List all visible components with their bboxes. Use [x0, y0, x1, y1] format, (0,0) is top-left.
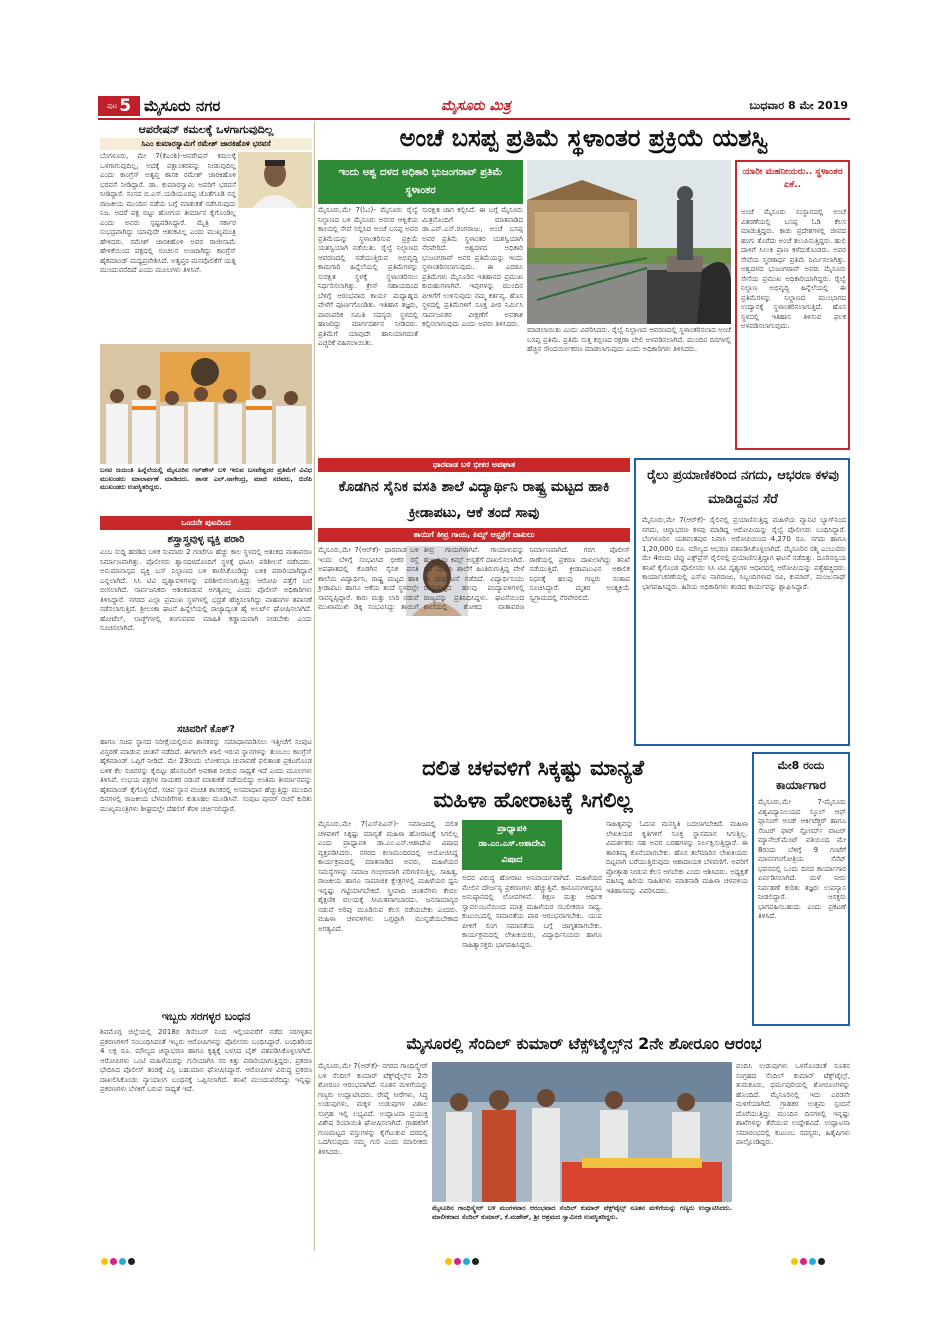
dharwad-kicker: ಧಾರವಾಡ ಬಳಿ ಭೀಕರ ಅಪಘಾತ	[318, 458, 630, 472]
sendil-headline: ಮೈಸೂರಲ್ಲಿ ಸೆಂದಿಲ್ ಕುಮಾರ್ ಟೆಕ್ಸ್‌ಟೈಲ್ಸ್‌ನ 2ನೇ ಶೋರೂಂ ಆರಂಭ	[406, 1034, 762, 1053]
anche-body-mid: ಸುರಕ್ಷಿತ ಜಾಗ ಕಲ್ಪಿಸಿದೆ. ಈ ಬಗ್ಗೆ ಮೈಸೂರು ಮಿತ್ರನೊಂದಿಗೆ ಮಾತನಾಡಿದ ಡಾ.ಎನ್.ಎಸ್.ರಂಗರಾಜು, ಅಂಚೆ ಬಸಪ್ಪ ಅವರ ಪ್ರತಿಮೆ ಸ್ಥಳಾಂತರ ಯಶಸ್ವಿಯಾಗಿ ನೆರವೇರಿದೆ. ಅಶ್ವದಳದ ಅಧಿಕಾರಿ ಭುಜಂಗರಾವ್ ಅವರ ಪ್ರತಿಮೆಯನ್ನು ಇಂದು ಸ್ಥಳಾಂತರಿಸಲಾಗುವುದು. ಈ ಎರಡೂ ಪ್ರತಿಮೆಗಳು ಮೈಸೂರಿನ ಇತಿಹಾಸದ ಪ್ರಮುಖ ಕುರುಹುಗಳಾಗಿವೆ. ಇವುಗಳನ್ನು ಮುಂದಿನ ಪೀಳಿಗೆಗೆ ಉಳಿಸುವುದು ನಮ್ಮ ಕರ್ತವ್ಯ. ಹೊಸ ಸ್ಥಳದಲ್ಲಿ ಪ್ರತಿಮೆಗಳಿಗೆ ಸೂಕ್ತ ಪೀಠ ನಿರ್ಮಿಸಿ ಸಾರ್ವಜನಿಕರ ವೀಕ್ಷಣೆಗೆ ಅವಕಾಶ ಕಲ್ಪಿಸಲಾಗುವುದು ಎಂದು ಅವರು ತಿಳಿಸಿದರು.	[422, 206, 523, 328]
karyagara-box	[752, 752, 850, 1026]
railu-body: ಮೈಸೂರು,ಮೇ 7(ಆರ್‌ಕೆ)- ರೈಲಿನಲ್ಲಿ ಪ್ರಯಾಣಿಸುತ್ತಿದ್ದ ಮಹಿಳೆಯ ವ್ಯಾನಿಟಿ ಬ್ಯಾಗ್‌ನಿಂದ ನಗದು, ಚಿನ್ನಾಭರಣ ಕಳವು ಮಾಡಿದ್ದ ಆರೋಪಿಯನ್ನು ರೈಲ್ವೆ ಪೊಲೀಸರು ಬಂಧಿಸಿದ್ದಾರೆ. ಬೆಂಗಳೂರಿನ ಯಶವಂತಪುರ ನಿವಾಸಿ ಆರೋಪಿಯಿಂದ 4,270 ರೂ. ನಗದು ಹಾಗೂ 1,20,000 ರೂ. ಮೌಲ್ಯದ ಆಭರಣ ವಶಪಡಿಸಿಕೊಳ್ಳಲಾಗಿದೆ. ಮೈಸೂರಿನ ರಶ್ಮಿ ಎಂಬುವರು ಮೇ 4ರಂದು ಟಿಪ್ಪು ಎಕ್ಸ್‌ಪ್ರೆಸ್ ರೈಲಿನಲ್ಲಿ ಪ್ರಯಾಣಿಸುತ್ತಿದ್ದಾಗ ಘಟನೆ ನಡೆದಿತ್ತು. ದೂರಿನನ್ವಯ ತನಿಖೆ ಕೈಗೊಂಡ ಪೊಲೀಸರು ಸಿಸಿ ಟಿವಿ ದೃಶ್ಯಗಳ ಆಧಾರದಲ್ಲಿ ಆರೋಪಿಯನ್ನು ಪತ್ತೆಹಚ್ಚಿದರು. ಕಾರ್ಯಾಚರಣೆಯಲ್ಲಿ ಎಸ್‌ಐ ನಾಗರಾಜು, ಸಿಬ್ಬಂದಿಗಳಾದ ರವಿ, ಕುಮಾರ್, ಮಂಜುನಾಥ್ ಭಾಗವಹಿಸಿದ್ದರು. ಹಿರಿಯ ಅಧಿಕಾರಿಗಳು ತಂಡದ ಕಾರ್ಯವನ್ನು ಶ್ಲಾಘಿಸಿದ್ದಾರೆ.	[642, 516, 846, 591]
dharwad-headline: ಕೊಡಗಿನ ಸೈನಿಕ ವಸತಿ ಶಾಲೆ ವಿದ್ಯಾರ್ಥಿನಿ ರಾಷ್ಟ್ರ ಮಟ್ಟದ ಹಾಕಿ ಕ್ರೀಡಾಪಟು, ಆಕೆ ತಂದೆ ಸಾವು	[338, 479, 610, 521]
anche-kicker-box	[318, 160, 523, 204]
registration-dot-magenta	[454, 1258, 461, 1265]
date-line: ಬುಧವಾರ 8 ಮೇ 2019	[749, 99, 848, 112]
continued-label: ಒಂದನೇ ಪುಟದಿಂದ	[100, 516, 312, 530]
operation-body-cont	[100, 212, 312, 340]
basava-jayanti-photo	[100, 344, 312, 464]
dharwad-body: ಮೈಸೂರು,ಮೇ 7(ಆರ್‌ಕೆ)- ಧಾರವಾಡ ಬಳಿ ಇಂದು ಬೆಳಿಗ್ಗೆ ಸಂಭವಿಸಿದ ಭೀಕರ ರಸ್ತೆ ಅಪಘಾತದಲ್ಲಿ ಕೊಡಗಿನ ಸೈನಿಕ ವಸತಿ ಶಾಲೆಯ ವಿದ್ಯಾರ್ಥಿನಿ, ರಾಷ್ಟ್ರ ಮಟ್ಟದ ಹಾಕಿ ಕ್ರೀಡಾಪಟು ಹಾಗೂ ಆಕೆಯ ತಂದೆ ಸ್ಥಳದಲ್ಲೇ ಸಾವನ್ನಪ್ಪಿದ್ದಾರೆ. ಕಾರು ಮತ್ತು ಲಾರಿ ನಡುವೆ ಮುಖಾಮುಖಿ ಡಿಕ್ಕಿ ಸಂಭವಿಸಿದ್ದು ತಾಯಿಗೆ ತೀವ್ರ ಗಾಯಗಳಾಗಿವೆ. ಗಾಯಾಳುವನ್ನು ಹುಬ್ಬಳ್ಳಿಯ ಕಿಮ್ಸ್ ಆಸ್ಪತ್ರೆಗೆ ದಾಖಲಿಸಲಾಗಿದೆ. ರಜೆ ಮುಗಿಸಿ ಶಾಲೆಗೆ ಹಿಂತಿರುಗುತ್ತಿದ್ದ ವೇಳೆ ಈ ದುರ್ಘಟನೆ ನಡೆದಿದೆ. ವಿದ್ಯಾರ್ಥಿನಿಯು ರಾಷ್ಟ್ರಮಟ್ಟದ ಹಲವು ಪಂದ್ಯಾವಳಿಗಳಲ್ಲಿ ರಾಜ್ಯವನ್ನು ಪ್ರತಿನಿಧಿಸಿದ್ದಳು. ಘಟನೆಯಿಂದ ಶಾಲೆಯಲ್ಲಿ ಶೋಕದ ವಾತಾವರಣ ನಿರ್ಮಾಣವಾಗಿದೆ. ಗರಗ ಪೊಲೀಸ್ ಠಾಣೆಯಲ್ಲಿ ಪ್ರಕರಣ ದಾಖಲಾಗಿದ್ದು ತನಿಖೆ ನಡೆಯುತ್ತಿದೆ. ಕ್ರೀಡಾಪಟುವಿನ ಅಕಾಲಿಕ ನಿಧನಕ್ಕೆ ಹಲವು ಗಣ್ಯರು ಸಂತಾಪ ಸೂಚಿಸಿದ್ದಾರೆ. ಮೃತರ ಅಂತ್ಯಕ್ರಿಯೆ ಸ್ವಗ್ರಾಮದಲ್ಲಿ ನೆರವೇರಲಿದೆ.	[318, 546, 630, 611]
registration-dot-black	[818, 1258, 825, 1265]
karyagara-body: ಮೈಸೂರು,ಮೇ 7-ಮೈಸೂರು ವಿಶ್ವವಿದ್ಯಾನಿಲಯದ ಸ್ಕೂಲ್ ಆಫ್ ಪ್ಲಾನಿಂಗ್ ಅಂಡ್ ಆರ್ಕಿಟೆಕ್ಚರ್ ಹಾಗೂ ಸೆಂಟರ್ ಫಾರ್ ಸ್ಟೋರ್ಮ್ ವಾಟರ್ ಮ್ಯಾನೇಜ್‌ಮೆಂಟ್ ವತಿಯಿಂದ ಮೇ 8ರಂದು ಬೆಳಿಗ್ಗೆ 9 ಗಂಟೆಗೆ ಮಾನಸಗಂಗೋತ್ರಿಯ ಸೆನೆಟ್ ಭವನದಲ್ಲಿ ಒಂದು ದಿನದ ಕಾರ್ಯಾಗಾರ ಏರ್ಪಡಿಸಲಾಗಿದೆ. ಮಳೆ ನೀರು ನಿರ್ವಹಣೆ ಕುರಿತು ತಜ್ಞರು ಉಪನ್ಯಾಸ ನೀಡಲಿದ್ದಾರೆ. ಆಸಕ್ತರು ಭಾಗವಹಿಸಬಹುದು ಎಂದು ಪ್ರಕಟಣೆ ತಿಳಿಸಿದೆ.	[758, 798, 846, 920]
page-number-badge	[98, 96, 140, 116]
dalita-headline-2: ಮಹಿಳಾ ಹೋರಾಟಕ್ಕೆ ಸಿಗಲಿಲ್ಲ	[433, 788, 633, 812]
sachivarige-body: ಹಾಗೂ ಸಚಿವ ಸ್ಥಾನದ ನಿರೀಕ್ಷೆಯಲ್ಲಿರುವ ಶಾಸಕರನ್ನು ಸಮಾಧಾನಪಡಿಸಲು ಇತ್ತೀಚೆಗೆ ಸಂಪುಟ ವಿಸ್ತರಣೆ ಮಾಡುವ ಚಿಂತನೆ ನಡೆದಿದೆ. ಈಗಾಗಲೇ ಖಾಲಿ ಇರುವ ಸ್ಥಾನಗಳನ್ನು ತುಂಬಲು ಕಾಂಗ್ರೆಸ್ ಹೈಕಮಾಂಡ್ ಒಪ್ಪಿಗೆ ನೀಡಿದೆ. ಮೇ 23ರಂದು ಲೋಕಸಭಾ ಚುನಾವಣೆ ಫಲಿತಾಂಶ ಪ್ರಕಟಗೊಂಡ ಬಳಿಕ ಕೆಲ ಸಚಿವರನ್ನು ಕೈಬಿಟ್ಟು ಹೊಸಬರಿಗೆ ಅವಕಾಶ ನೀಡುವ ಸಾಧ್ಯತೆ ಇದೆ ಎಂದು ಮೂಲಗಳು ತಿಳಿಸಿವೆ. ಉಭಯ ಪಕ್ಷಗಳ ನಾಯಕರ ನಡುವೆ ಮಾತುಕತೆ ನಡೆಯಲಿದ್ದು ಅಂತಿಮ ತೀರ್ಮಾನವನ್ನು ಹೈಕಮಾಂಡ್ ಕೈಗೊಳ್ಳಲಿದೆ. ಸಚಿವ ಸ್ಥಾನ ವಂಚಿತ ಶಾಸಕರಲ್ಲಿ ಅಸಮಾಧಾನ ಹೆಚ್ಚುತ್ತಿದ್ದು ಮುಂದಿನ ದಿನಗಳಲ್ಲಿ ರಾಜಕೀಯ ಬೆಳವಣಿಗೆಗಳು ಕುತೂಹಲ ಮೂಡಿಸಿವೆ. ಸಂಪುಟ ಪುನರ್ ರಚನೆ ಕುರಿತು ಮುಖ್ಯಮಂತ್ರಿಗಳು ಶೀಘ್ರದಲ್ಲೇ ದೆಹಲಿಗೆ ತೆರಳಿ ಚರ್ಚಿಸಲಿದ್ದಾರೆ.	[100, 738, 312, 813]
column-divider	[314, 121, 315, 1251]
railu-headline: ರೈಲು ಪ್ರಯಾಣಿಕರಿಂದ ನಗದು, ಆಭರಣ ಕಳವು ಮಾಡಿದ್ದವನ ಸೆರೆ	[647, 468, 839, 507]
byline-name: ಡಾ.ಎಂ.ಎಸ್.ಆಶಾದೇವಿ	[478, 839, 546, 849]
registration-dot-black	[472, 1258, 479, 1265]
operation-body: ಬೆಂಗಳೂರು, ಮೇ 7(ಕೆಎಂಶಿ)-ಆಪರೇಷನ್ ಕಮಲಕ್ಕೆ ಒಳಗಾಗುವುದಿಲ್ಲ, ಅದಕ್ಕೆ ಪಕ್ಷಾಂತರವನ್ನು ನೀಡುವುದಿಲ್ಲ ಎಂದು ಕಾಂಗ್ರೆಸ್ ಅತೃಪ್ತ ಶಾಸಕ ರಮೇಶ್ ಜಾರಕಿಹೊಳಿ ಭರವಸೆ ನೀಡಿದ್ದಾರೆ. ಡಾ. ಕುಮಾರಸ್ವಾಮಿ ಅವರಿಗೆ ಭರವಸೆ ನೀಡಿದ್ದಾರೆ. ಸಂಸದ ಬಿ.ಎಸ್.ಯಡಿಯೂರಪ್ಪ ಜೊತೆಗೂಡಿ ನನ್ನ ರಾಜಕೀಯ ಮುಂದಿನ ನಡೆಯ ಬಗ್ಗೆ ಮಾತುಕತೆ ನಡೆಸಿರುವುದು ನಿಜ. ಆದರೆ ಪಕ್ಷ ಬಿಟ್ಟು ಹೋಗುವ ತೀರ್ಮಾನ ಕೈಗೊಂಡಿಲ್ಲ ಎಂದು ಅವರು ಸ್ಪಷ್ಟಪಡಿಸಿದ್ದಾರೆ. ಮೈತ್ರಿ ಸರ್ಕಾರ ಸುಭದ್ರವಾಗಿದ್ದು ಯಾವುದೇ ಆತಂಕವಿಲ್ಲ ಎಂದು ಮುಖ್ಯಮಂತ್ರಿ ಹೇಳಿದರು. ರಮೇಶ್ ಜಾರಕಿಹೊಳಿ ಅವರ ರಾಜೀನಾಮೆ ಹೇಳಿಕೆಯಿಂದ ಪಕ್ಷದಲ್ಲಿ ಸಂಚಲನ ಉಂಟಾಗಿದ್ದು ಕಾಂಗ್ರೆಸ್ ಹೈಕಮಾಂಡ್ ಮಧ್ಯಪ್ರವೇಶಿಸಿದೆ. ಅತೃಪ್ತರ ಮನವೊಲಿಕೆಗೆ ಯತ್ನ ಮುಂದುವರೆದಿದೆ ಎಂದು ಮೂಲಗಳು ತಿಳಿಸಿವೆ.	[100, 152, 236, 274]
jarkiholi-photo	[238, 152, 312, 208]
registration-dot-yellow	[101, 1258, 108, 1265]
dalita-headline-1: ದಲಿತ ಚಳವಳಿಗೆ ಸಿಕ್ಕಷ್ಟು ಮಾನ್ಯತೆ	[422, 756, 644, 780]
registration-dot-magenta	[110, 1258, 117, 1265]
shastrastra-body: ಎಂಬ ಸುದ್ದಿ ಹರಡಿದ ಬಳಿಕ ಸುಮಾರು 2 ಗಂಟೆಗೂ ಹೆಚ್ಚು ಕಾಲ ಸ್ಥಳದಲ್ಲಿ ಆತಂಕದ ವಾತಾವರಣ ನಿರ್ಮಾಣವಾಗಿತ್ತು. ಪೊಲೀಸರು ಶ್ವಾನದಳದೊಂದಿಗೆ ಸ್ಥಳಕ್ಕೆ ಧಾವಿಸಿ ಪರಿಶೀಲನೆ ನಡೆಸಿದರು. ಅನುಮಾನಾಸ್ಪದ ವ್ಯಕ್ತಿ ಬಸ್ ನಿಲ್ದಾಣದ ಬಳಿ ಕಾಣಿಸಿಕೊಂಡಿದ್ದು ಬಳಿಕ ಪರಾರಿಯಾಗಿದ್ದಾನೆ ಎನ್ನಲಾಗಿದೆ. ಸಿಸಿ ಟಿವಿ ದೃಶ್ಯಾವಳಿಗಳನ್ನು ಪರಿಶೀಲಿಸಲಾಗುತ್ತಿದ್ದು ಆರೋಪಿ ಪತ್ತೆಗೆ ಬಲೆ ಬೀಸಲಾಗಿದೆ. ಸಾರ್ವಜನಿಕರು ಆತಂಕಪಡುವ ಅಗತ್ಯವಿಲ್ಲ ಎಂದು ಪೊಲೀಸ್ ಅಧಿಕಾರಿಗಳು ತಿಳಿಸಿದ್ದಾರೆ. ನಗರದ ಎಲ್ಲಾ ಪ್ರಮುಖ ಸ್ಥಳಗಳಲ್ಲಿ ಭದ್ರತೆ ಹೆಚ್ಚಿಸಲಾಗಿದ್ದು ವಾಹನಗಳ ತಪಾಸಣೆ ನಡೆಸಲಾಗುತ್ತಿದೆ. ಶ್ರೀಲಂಕಾ ಘಟನೆ ಹಿನ್ನೆಲೆಯಲ್ಲಿ ರಾಜ್ಯಾದ್ಯಂತ ಹೈ ಅಲರ್ಟ್ ಘೋಷಿಸಲಾಗಿದೆ. ಹೋಟೆಲ್, ಲಾಡ್ಜ್‌ಗಳಲ್ಲಿ ತಂಗುವವರ ಮಾಹಿತಿ ಕಡ್ಡಾಯವಾಗಿ ನೀಡಬೇಕು ಎಂದು ಸೂಚಿಸಲಾಗಿದೆ.	[100, 548, 312, 632]
yaarive-headline: ಯಾರೀ ಮಹನೀಯರು.. ಸ್ಥಳಾಂತರ ಏಕೆ..	[742, 167, 843, 190]
ibbaru-body: ಶಿವಮೊಗ್ಗ ಜಿಲ್ಲೆಯಲ್ಲಿ 2018ರ ಡಿಸೆಂಬರ್ ನಿಂದ ಇಲ್ಲಿಯವರೆಗೆ ನಡೆದ ಸರಗಳ್ಳತನ ಪ್ರಕರಣಗಳಿಗೆ ಸಂಬಂಧಿಸಿದಂತೆ ಇಬ್ಬರು ಆರೋಪಿಗಳನ್ನು ಪೊಲೀಸರು ಬಂಧಿಸಿದ್ದಾರೆ. ಬಂಧಿತರಿಂದ 4 ಲಕ್ಷ ರೂ. ಮೌಲ್ಯದ ಚಿನ್ನಾಭರಣ ಹಾಗೂ ಕೃತ್ಯಕ್ಕೆ ಬಳಸಿದ ಬೈಕ್ ವಶಪಡಿಸಿಕೊಳ್ಳಲಾಗಿದೆ. ಆರೋಪಿಗಳು ಒಂಟಿ ಮಹಿಳೆಯರನ್ನು ಗುರಿಯಾಗಿಸಿ ಸರ ಕಿತ್ತು ಪರಾರಿಯಾಗುತ್ತಿದ್ದರು. ಪ್ರಕರಣ ಭೇದಿಸಿದ ಪೊಲೀಸ್ ತಂಡಕ್ಕೆ ಎಸ್ಪಿ ಬಹುಮಾನ ಘೋಷಿಸಿದ್ದಾರೆ. ಆರೋಪಿಗಳ ವಿರುದ್ಧ ಪ್ರಕರಣ ದಾಖಲಿಸಿಕೊಂಡು ನ್ಯಾಯಾಂಗ ಬಂಧನಕ್ಕೆ ಒಪ್ಪಿಸಲಾಗಿದೆ. ತನಿಖೆ ಮುಂದುವರೆದಿದ್ದು ಇನ್ನಷ್ಟು ಪ್ರಕರಣಗಳು ಬೆಳಕಿಗೆ ಬರುವ ಸಾಧ್ಯತೆ ಇದೆ.	[100, 1028, 312, 1093]
registration-marks-left	[100, 1256, 160, 1266]
dalita-byline-box	[462, 820, 562, 870]
operation-subhead: ಸಿಎಂ ಕುಮಾರಸ್ವಾಮಿಗೆ ರಮೇಶ್ ಜಾರಕಿಹೊಳಿ ಭರವಸೆ	[100, 138, 312, 150]
byline-desc: ವಿಷಾದ	[501, 855, 523, 865]
masthead: ಮೈಸೂರು ಮಿತ್ರ	[441, 98, 511, 114]
dalita-body-mid: ಅದರ ವಿರುದ್ಧ ಹೋರಾಟ ಅನಿವಾರ್ಯವಾಗಿದೆ. ಮಹಿಳೆಯರ ಮೇಲಿನ ದೌರ್ಜನ್ಯ ಪ್ರಕರಣಗಳು ಹೆಚ್ಚುತ್ತಿವೆ. ಕಾನೂನುಗಳಿದ್ದರೂ ಅನುಷ್ಠಾನದಲ್ಲಿ ಲೋಪಗಳಿವೆ. ಶಿಕ್ಷಣ ಮತ್ತು ಆರ್ಥಿಕ ಸ್ವಾವಲಂಬನೆಯಿಂದ ಮಾತ್ರ ಮಹಿಳೆಯರ ಸಬಲೀಕರಣ ಸಾಧ್ಯ. ಕುಟುಂಬದಲ್ಲಿ ಸಮಾನತೆಯ ಪಾಠ ಆರಂಭವಾಗಬೇಕು. ಯುವ ಪೀಳಿಗೆ ಲಿಂಗ ಸಮಾನತೆಯ ಬಗ್ಗೆ ಜಾಗೃತರಾಗಬೇಕು. ಕಾರ್ಯಕ್ರಮದಲ್ಲಿ ಲೇಖಕಿಯರು, ವಿದ್ಯಾರ್ಥಿನಿಯರು ಹಾಗೂ ಸಾಹಿತ್ಯಾಸಕ್ತರು ಭಾಗವಹಿಸಿದ್ದರು.	[462, 874, 602, 949]
sendil-body-left: ಮೈಸೂರು,ಮೇ 7(ಆರ್‌ಕೆ)- ನಗರದ ಗಾಂಧಿಸ್ಕ್ವೇರ್ ಬಳಿ ಸೆಂದಿಲ್ ಕುಮಾರ್ ಟೆಕ್ಸ್‌ಟೈಲ್ಸ್‌ನ 2ನೇ ಶೋರೂಂ ಆರಂಭವಾಗಿದೆ. ನೂತನ ಮಳಿಗೆಯನ್ನು ಗಣ್ಯರು ಉದ್ಘಾಟಿಸಿದರು. ರೇಷ್ಮೆ ಸೀರೆಗಳು, ಸಿದ್ಧ ಉಡುಪುಗಳು, ಮಕ್ಕಳ ಉಡುಪುಗಳ ವಿಶಾಲ ಸಂಗ್ರಹ ಇಲ್ಲಿ ಲಭ್ಯವಿದೆ. ಉದ್ಘಾಟನಾ ಪ್ರಯುಕ್ತ ವಿಶೇಷ ರಿಯಾಯಿತಿ ಘೋಷಿಸಲಾಗಿದೆ. ಗ್ರಾಹಕರಿಗೆ ಗುಣಮಟ್ಟದ ವಸ್ತುಗಳನ್ನು ಕೈಗೆಟುಕುವ ದರದಲ್ಲಿ ಒದಗಿಸುವುದು ನಮ್ಮ ಗುರಿ ಎಂದು ಮಾಲೀಕರು ತಿಳಿಸಿದರು.	[318, 1062, 428, 1156]
statue-photo-caption: ಮಾಡಲಾಯಿತು ಎಂದು ವಿವರಿಸಿದರು. ರೈಲ್ವೆ ನಿಲ್ದಾಣದ ಆವರಣದಲ್ಲಿ ಸ್ಥಳಾಂತರಿಸಲಾದ ಅಂಚೆ ಬಸಪ್ಪ ಪ್ರತಿಮೆ. ಪ್ರತಿಮೆ ಸುತ್ತ ಕಬ್ಬಿಣದ ರಕ್ಷಣಾ ಬೇಲಿ ಅಳವಡಿಸಲಾಗಿದೆ. ಮುಂದಿನ ದಿನಗಳಲ್ಲಿ ಹೆಚ್ಚಿನ ಸೌಂದರ್ಯೀಕರಣ ಮಾಡಲಾಗುವುದು ಎಂದು ಅಧಿಕಾರಿಗಳು ತಿಳಿಸಿದರು.	[527, 326, 731, 353]
byline-title: ಪ್ರಾಧ್ಯಾಪಕಿ	[497, 824, 527, 834]
dharwad-subhead: ತಾಯಿಗೆ ತೀವ್ರ ಗಾಯ, ಕಿಮ್ಸ್ ಆಸ್ಪತ್ರೆಗೆ ದಾಖಲು	[318, 528, 630, 542]
section-title: ಮೈಸೂರು ನಗರ	[144, 97, 221, 115]
page-header	[98, 96, 850, 118]
shastrastra-headline: ಶಸ್ತ್ರಾಸ್ತ್ರವುಳ್ಳ ವ್ಯಕ್ತಿ ಪರಾರಿ	[167, 534, 245, 545]
registration-dot-cyan	[463, 1258, 470, 1265]
page-label: ಪುಟ	[106, 101, 118, 110]
anche-kicker: ಇಂದು ಅಶ್ವ ದಳದ ಅಧಿಕಾರಿ ಭುಜಂಗರಾವ್ ಪ್ರತಿಮೆ ಸ್ಥಳಾಂತರ	[338, 167, 503, 196]
registration-dot-cyan	[809, 1258, 816, 1265]
portrait-figure	[238, 152, 312, 208]
registration-dot-yellow	[791, 1258, 798, 1265]
anche-headline: ಅಂಚೆ ಬಸಪ್ಪ ಪ್ರತಿಮೆ ಸ್ಥಳಾಂತರ ಪ್ರಕ್ರಿಯೆ ಯಶಸ್ವಿ	[399, 124, 769, 152]
registration-dot-black	[128, 1258, 135, 1265]
registration-dot-magenta	[800, 1258, 807, 1265]
anche-body-left: ಮೈಸೂರು,ಮೇ 7(ಓಂ)- ಮೈಸೂರು ರೈಲ್ವೆ ನಿಲ್ದಾಣದ ಬಳಿ ಮೈಸೂರು ಅರಸರ ಆಳ್ವಿಕೆಯ ಕಾಲದಲ್ಲಿ ಸೇವೆ ಸಲ್ಲಿಸಿದ ಅಂಚೆ ಬಸಪ್ಪ ಅವರ ಪ್ರತಿಮೆಯನ್ನು ಸ್ಥಳಾಂತರಿಸುವ ಪ್ರಕ್ರಿಯೆ ಯಶಸ್ವಿಯಾಗಿ ನಡೆಯಿತು. ರೈಲ್ವೆ ನಿಲ್ದಾಣದ ಆವರಣದಲ್ಲಿ ನಡೆಯುತ್ತಿರುವ ಅಭಿವೃದ್ಧಿ ಕಾಮಗಾರಿ ಹಿನ್ನೆಲೆಯಲ್ಲಿ ಪ್ರತಿಮೆಗಳನ್ನು ಸುರಕ್ಷಿತ ಸ್ಥಳಕ್ಕೆ ಸ್ಥಳಾಂತರಿಸಲು ನಿರ್ಧರಿಸಲಾಗಿತ್ತು. ಕ್ರೇನ್ ಸಹಾಯದಿಂದ ಬೆಳಿಗ್ಗೆ ಆರಂಭವಾದ ಕಾರ್ಯ ಮಧ್ಯಾಹ್ನದ ವೇಳೆಗೆ ಪೂರ್ಣಗೊಂಡಿತು. ಇತಿಹಾಸ ತಜ್ಞರು, ಪಾರಂಪರಿಕ ಸಮಿತಿ ಸದಸ್ಯರು ಸ್ಥಳದಲ್ಲಿ ಹಾಜರಿದ್ದು ಮಾರ್ಗದರ್ಶನ ನೀಡಿದರು. ಪ್ರತಿಮೆಗೆ ಯಾವುದೇ ಹಾನಿಯಾಗದಂತೆ ಎಚ್ಚರಿಕೆ ವಹಿಸಲಾಯಿತು.	[318, 206, 418, 347]
yaarive-body: ಅಂಚೆ ಮೈಸೂರು ಸಂಸ್ಥಾನದಲ್ಲಿ ಅಂಚೆ ವಿತರಣೆಯಲ್ಲಿ ಬಸಪ್ಪ ಓಡಿ ಕೆಲಸ ಮಾಡುತ್ತಿದ್ದರು. ಕಾಡು ಪ್ರದೇಶಗಳಲ್ಲಿ ಜೀವದ ಹಂಗು ತೊರೆದು ಅಂಚೆ ತಲುಪಿಸುತ್ತಿದ್ದರು. ಹುಲಿ ದಾಳಿಗೆ ಸಿಲುಕಿ ಪ್ರಾಣ ಕಳೆದುಕೊಂಡರು. ಅವರ ಸೇವೆಯ ಸ್ಮರಣಾರ್ಥ ಪ್ರತಿಮೆ ನಿರ್ಮಿಸಲಾಗಿತ್ತು. ಅಶ್ವದಳದ ಭುಜಂಗರಾವ್ ಅವರು ಮೈಸೂರು ಸೇನೆಯ ಪ್ರಮುಖ ಅಧಿಕಾರಿಯಾಗಿದ್ದರು. ರೈಲ್ವೆ ನಿಲ್ದಾಣ ಅಭಿವೃದ್ಧಿ ಹಿನ್ನೆಲೆಯಲ್ಲಿ ಈ ಪ್ರತಿಮೆಗಳನ್ನು ನಿಲ್ದಾಣದ ಮುಂಭಾಗದ ಉದ್ಯಾನಕ್ಕೆ ಸ್ಥಳಾಂತರಿಸಲಾಗುತ್ತಿದೆ. ಹೊಸ ಸ್ಥಳದಲ್ಲಿ ಇತಿಹಾಸ ತಿಳಿಸುವ ಫಲಕ ಅಳವಡಿಸಲಾಗುವುದು.	[741, 208, 846, 330]
group-photo-figures	[100, 344, 312, 464]
operation-headline: ಆಪರೇಷನ್ ಕಮಲಕ್ಕೆ ಒಳಗಾಗುವುದಿಲ್ಲ	[138, 123, 274, 136]
ibbaru-headline: ಇಬ್ಬರು ಸರಗಳ್ಳರ ಬಂಧನ	[161, 1010, 251, 1023]
dalita-body-right: ಸಾಹಿತ್ಯವನ್ನು ಓದುವ ಮನಸ್ಥಿತಿ ಬದಲಾಗಬೇಕಿದೆ. ಮಹಿಳಾ ಲೇಖಕಿಯರ ಕೃತಿಗಳಿಗೆ ಸೂಕ್ತ ಸ್ಥಾನಮಾನ ಸಿಗುತ್ತಿಲ್ಲ. ವಿಮರ್ಶಕರು ಸಹ ಅವರ ಬರಹಗಳನ್ನು ನಿರ್ಲಕ್ಷಿಸುತ್ತಿದ್ದಾರೆ. ಈ ತಾರತಮ್ಯ ಕೊನೆಯಾಗಬೇಕು. ಹೊಸ ತಲೆಮಾರಿನ ಲೇಖಕಿಯರು ದಿಟ್ಟವಾಗಿ ಬರೆಯುತ್ತಿರುವುದು ಆಶಾದಾಯಕ ಬೆಳವಣಿಗೆ. ಅವರಿಗೆ ಪ್ರೋತ್ಸಾಹ ನೀಡುವ ಕೆಲಸ ಆಗಬೇಕು ಎಂದು ಆಶಿಸಿದರು. ಅಧ್ಯಕ್ಷತೆ ವಹಿಸಿದ್ದ ಹಿರಿಯ ಸಾಹಿತಿಗಳು ಮಾತನಾಡಿ ಮಹಿಳಾ ಚಳವಳಿಯ ಇತಿಹಾಸವನ್ನು ವಿವರಿಸಿದರು.	[606, 820, 748, 895]
registration-dot-yellow	[445, 1258, 452, 1265]
registration-marks-right	[790, 1256, 850, 1266]
inauguration-scene	[432, 1062, 732, 1202]
sendil-photo	[432, 1062, 732, 1202]
statue-scene	[527, 160, 731, 324]
sendil-body-right: ವಂದಿಸಿ ಉಡುಪುಗಳು ಒಳಗೊಂಡಂತೆ ನೂತನ ಸಂಗ್ರಹದ ಸೆಂದಿಲ್ ಕುಮಾರ್ ಟೆಕ್ಸ್‌ಟೈಲ್ಸ್, ತುಮಕೂರು, ಧರ್ಮಪುರಿಯಲ್ಲಿ ಶೋರೂಂಗಳನ್ನು ಹೊಂದಿದೆ. ಮೈಸೂರಿನಲ್ಲಿ ಇದು ಎರಡನೇ ಮಳಿಗೆಯಾಗಿದೆ. ಗ್ರಾಹಕರ ಉತ್ತಮ ಸ್ಪಂದನೆ ದೊರೆಯುತ್ತಿದ್ದು ಮುಂದಿನ ದಿನಗಳಲ್ಲಿ ಇನ್ನಷ್ಟು ಶಾಖೆಗಳನ್ನು ತೆರೆಯುವ ಉದ್ದೇಶವಿದೆ. ಉದ್ಘಾಟನಾ ಸಮಾರಂಭದಲ್ಲಿ ಕುಟುಂಬ ಸದಸ್ಯರು, ಹಿತೈಷಿಗಳು ಪಾಲ್ಗೊಂಡಿದ್ದರು.	[736, 1062, 850, 1146]
sachivarige-headline: ಸಚಿವರಿಗೆ ಕೊಕ್?	[177, 724, 235, 735]
karyagara-headline-1: ಮೇ8 ರಂದು	[777, 759, 825, 772]
sendil-photo-caption: ಮೈಸೂರಿನ ಗಾಂಧಿಸ್ಕ್ವೇರ್ ಬಳಿ ಮಂಗಳವಾರ ಆರಂಭವಾದ ಸೆಂದಿಲ್ ಕುಮಾರ್ ಟೆಕ್ಸ್‌ಟೈಲ್ಸ್ ನೂತನ ಮಳಿಗೆಯನ್ನು ಗಣ್ಯರು ಉದ್ಘಾಟಿಸಿದರು. ಮಾಲೀಕರಾದ ಸೆಂದಿಲ್ ಕುಮಾರ್, ಕೆ.ಮಹೇಶ್, ಶ್ರೀ ಆಶ್ರಮದ ಸ್ವಾಮೀಜಿ ಉಪಸ್ಥಿತರಿದ್ದರು.	[432, 1204, 732, 1221]
railu-box	[634, 458, 850, 746]
statue-photo	[527, 160, 731, 324]
karyagara-headline-2: ಕಾರ್ಯಾಗಾರ	[775, 778, 827, 792]
page-number: 5	[119, 96, 132, 116]
registration-dot-cyan	[119, 1258, 126, 1265]
yaarive-box	[735, 160, 850, 450]
dalita-body-left: ಮೈಸೂರು,ಮೇ 7(ಎಸ್‌ಪಿಎನ್)- ಸಮಾಜದಲ್ಲಿ ದಲಿತ ಚಳವಳಿಗೆ ಸಿಕ್ಕಷ್ಟು ಮಾನ್ಯತೆ ಮಹಿಳಾ ಹೋರಾಟಕ್ಕೆ ಸಿಗಲಿಲ್ಲ ಎಂದು ಪ್ರಾಧ್ಯಾಪಕಿ ಡಾ.ಎಂ.ಎಸ್.ಆಶಾದೇವಿ ವಿಷಾದ ವ್ಯಕ್ತಪಡಿಸಿದರು. ನಗರದ ಕಲಾಮಂದಿರದಲ್ಲಿ ಆಯೋಜಿಸಿದ್ದ ಕಾರ್ಯಕ್ರಮದಲ್ಲಿ ಮಾತನಾಡಿದ ಅವರು, ಮಹಿಳೆಯರ ಸಮಸ್ಯೆಗಳನ್ನು ಸಮಾಜ ಗಂಭೀರವಾಗಿ ಪರಿಗಣಿಸುತ್ತಿಲ್ಲ. ಸಾಹಿತ್ಯ, ರಾಜಕೀಯ ಹಾಗೂ ಸಾಮಾಜಿಕ ಕ್ಷೇತ್ರಗಳಲ್ಲಿ ಮಹಿಳೆಯರ ಧ್ವನಿ ಇನ್ನಷ್ಟು ಗಟ್ಟಿಯಾಗಬೇಕಿದೆ. ಸ್ತ್ರೀವಾದಿ ಚಿಂತನೆಗಳು ಕೇವಲ ಶೈಕ್ಷಣಿಕ ವಲಯಕ್ಕೆ ಸೀಮಿತವಾಗಬಾರದು. ಜನಸಾಮಾನ್ಯರ ನಡುವೆ ಅರಿವು ಮೂಡಿಸುವ ಕೆಲಸ ನಡೆಯಬೇಕು ಎಂದರು. ಮಹಿಳಾ ಚಳವಳಿಗಳು ಒಗ್ಗಟ್ಟಾಗಿ ಮುನ್ನಡೆಯಬೇಕಾದ ಅಗತ್ಯವಿದೆ.	[318, 820, 458, 933]
basava-photo-caption: ಬಸವ ಜಯಂತಿ ಹಿನ್ನೆಲೆಯಲ್ಲಿ ಮೈಸೂರಿನ ಗನ್‌ಹೌಸ್ ಬಳಿ ಇರುವ ಬಸವೇಶ್ವರರ ಪ್ರತಿಮೆಗೆ ವಿವಿಧ ಮುಖಂಡರು ಮಾಲಾರ್ಪಣೆ ಮಾಡಿದರು. ಶಾಸಕ ಎಲ್.ನಾಗೇಂದ್ರ, ಮಾಜಿ ಸಚಿವರು, ಬಿಜೆಪಿ ಮುಖಂಡರು ಉಪಸ್ಥಿತರಿದ್ದರು.	[100, 466, 312, 491]
registration-marks-center	[444, 1256, 504, 1266]
